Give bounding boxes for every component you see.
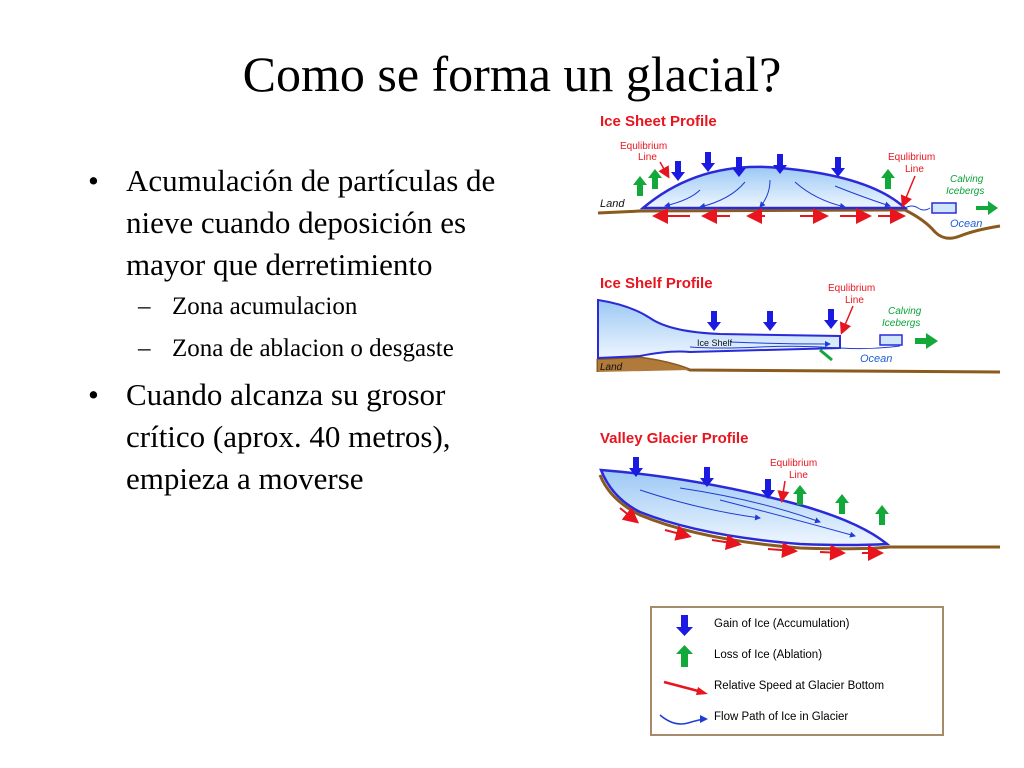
red-arrow-icon <box>658 674 710 700</box>
gain-arrow <box>707 311 721 331</box>
ice-shelf-profile <box>598 275 1000 373</box>
slide-title: Como se forma un glacial? <box>242 46 782 102</box>
diagram-legend <box>650 606 944 736</box>
ocean-label: Ocean <box>860 353 893 365</box>
sub-bullet-text: Zona acumulacion <box>172 293 358 320</box>
blue-flow-arrow-icon <box>658 705 710 731</box>
eq-pointer <box>903 176 915 205</box>
calving-arrow <box>976 201 998 215</box>
eq-pointer <box>782 481 785 500</box>
iceberg <box>932 203 956 213</box>
loss-arrow <box>633 176 647 196</box>
eq-line-label: Line <box>789 470 808 481</box>
gain-arrow <box>701 152 715 172</box>
loss-arrow <box>820 350 832 360</box>
calving-label: Calving <box>950 174 984 185</box>
gain-arrow <box>763 311 777 331</box>
green-up-arrow-icon <box>658 643 710 669</box>
eq-line-label: Line <box>905 164 924 175</box>
land-label: Land <box>600 198 625 210</box>
ground-line <box>598 210 1000 238</box>
eq-pointer <box>842 306 853 332</box>
speed-arrow <box>768 549 794 551</box>
ocean-label: Ocean <box>950 218 983 230</box>
ice-sheet-profile <box>598 113 1000 238</box>
eq-line-label: Equlibrium <box>888 152 936 163</box>
gain-arrow <box>824 309 838 329</box>
loss-arrow <box>875 505 889 525</box>
valley-glacier-profile <box>600 430 1000 553</box>
bullet-text: Acumulación de partículas de nieve cuando deposición es mayor que derretimiento <box>126 163 496 282</box>
legend-item <box>652 641 942 671</box>
legend-item <box>652 610 942 640</box>
bullet-dot: • <box>88 163 99 198</box>
eq-line-label: Equlibrium <box>828 283 876 294</box>
ice-shelf-title: Ice Shelf Profile <box>600 275 713 292</box>
legend-label: Loss of Ice (Ablation) <box>714 649 823 661</box>
calving-label: Calving <box>888 306 922 317</box>
loss-arrow <box>835 494 849 514</box>
gain-arrow <box>671 161 685 181</box>
ice-shelf-label: Ice Shelf <box>697 338 733 348</box>
ice-sheet-title: Ice Sheet Profile <box>600 113 717 130</box>
ice-shelf-body <box>598 300 840 358</box>
calving-label: Icebergs <box>946 186 985 197</box>
bullet-dot: • <box>88 377 99 412</box>
valley-title: Valley Glacier Profile <box>600 430 749 447</box>
eq-line-label: Line <box>638 152 657 163</box>
land-label: Land <box>600 362 623 373</box>
eq-line-label: Line <box>845 295 864 306</box>
loss-arrow <box>793 485 807 505</box>
eq-pointer <box>660 162 668 176</box>
eq-line-label: Equlibrium <box>770 458 818 469</box>
legend-label: Relative Speed at Glacier Bottom <box>714 680 885 692</box>
water-wave <box>905 206 930 210</box>
sub-bullet-dash: – <box>138 293 151 320</box>
calving-arrow <box>915 333 938 349</box>
loss-arrow <box>648 169 662 189</box>
sub-bullet-text: Zona de ablacion o desgaste <box>172 335 454 362</box>
loss-arrow <box>881 169 895 189</box>
legend-label: Flow Path of Ice in Glacier <box>714 711 849 723</box>
speed-arrow <box>820 552 842 553</box>
calving-label: Icebergs <box>882 318 921 329</box>
gain-arrow <box>831 157 845 177</box>
sub-bullet-dash: – <box>138 335 151 362</box>
bullet-text: Cuando alcanza su grosor crítico (aprox. 40 metros), empieza a moverse <box>126 377 451 496</box>
legend-label: Gain of Ice (Accumulation) <box>714 618 850 630</box>
eq-line-label: Equlibrium <box>620 141 668 152</box>
iceberg <box>880 335 902 345</box>
legend-item <box>652 703 942 733</box>
legend-item <box>652 672 942 702</box>
blue-down-arrow-icon <box>658 612 710 638</box>
